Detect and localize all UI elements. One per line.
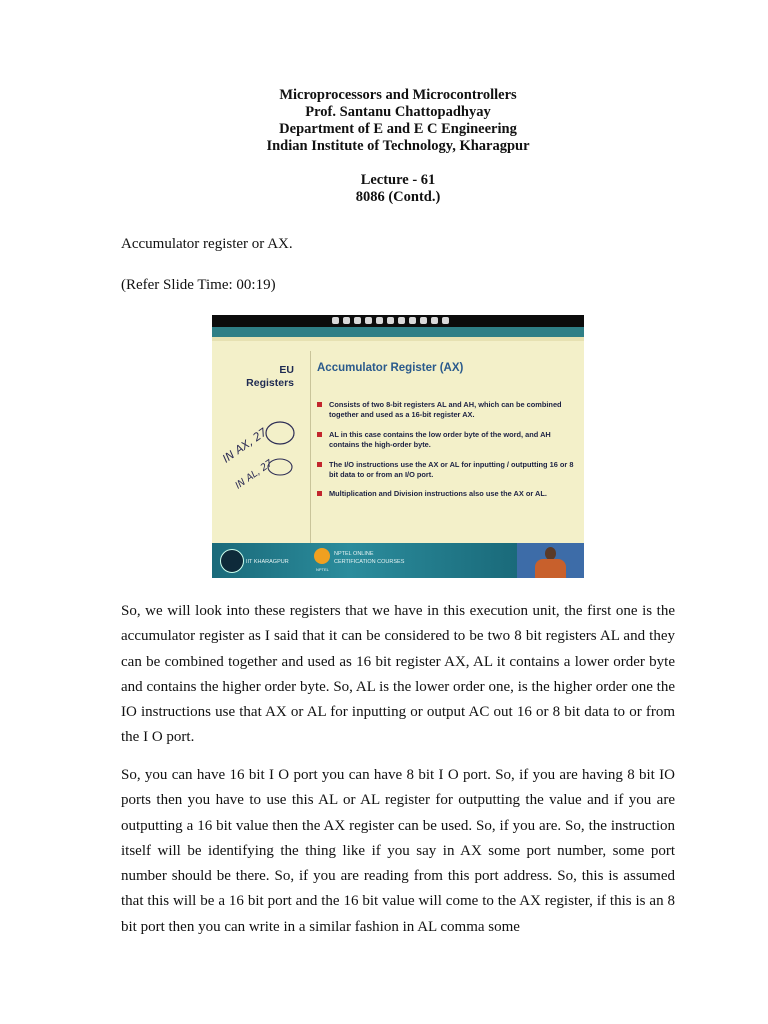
pointer-tool-icon xyxy=(343,317,350,324)
handwritten-circle xyxy=(266,422,294,444)
handwriting-in-al: IN AL, 27 xyxy=(233,457,275,492)
professor-name: Prof. Santanu Chattopadhyay xyxy=(305,104,491,120)
slide-bullet-list xyxy=(315,400,575,509)
slide-top-band xyxy=(212,327,584,337)
iit-kharagpur-logo-icon xyxy=(220,549,244,573)
slide-bullet: Multiplication and Division instructions also use the AX or AL. xyxy=(315,489,575,499)
department-name: Department of E and E C Engineering xyxy=(279,121,517,137)
transcript-paragraph-1: So, we will look into these registers that we have in this execution unit, the first one is the accumulator register as I said that it can be considered to be two 8 bit registers AL and they can be combined together and used as 16 bit register AX, AL it contains a lower order byte and contains the higher order byte. So, AL is the lower order one, is the higher order one the IO instructions use that AX or AL for inputting or output AC out 16 or 8 bit data to or from the I O port. xyxy=(121,603,675,746)
bullet-square-icon xyxy=(317,432,322,437)
lecture-subtitle: 8086 (Contd.) xyxy=(355,189,441,205)
line-tool-icon xyxy=(376,317,383,324)
side-title-registers: Registers xyxy=(246,377,294,389)
footer-institute: IIT KHARAGPUR xyxy=(246,559,289,565)
intro-text: Accumulator register or AX. xyxy=(121,236,293,252)
color-tool-icon xyxy=(409,317,416,324)
transcript-paragraph-2: So, you can have 16 bit I O port you can have 8 bit I O port. So, if you are having 8 bit IO ports then you have to use this AL or AL register for outputting the value and if you are outputting a 16 bit value then the AX register can be used. So, if you are. So, the instruction itself will be identifying the thing like if you say in AX some port number, some port number should be there. So, if you are reading from this port address. So, this is assumed that this will be a 16 bit port and the 16 bit value will come to the AX register, if this is an 8 bit port then you can write in a similar fashion in AL comma some xyxy=(121,767,675,935)
institute-name: Indian Institute of Technology, Kharagpur xyxy=(266,138,530,154)
clear-tool-icon xyxy=(431,317,438,324)
eraser-tool-icon xyxy=(365,317,372,324)
close-tool-icon xyxy=(442,317,449,324)
footer-certification: CERTIFICATION COURSES xyxy=(334,559,405,565)
slide-title: Accumulator Register (AX) xyxy=(317,362,464,374)
speaker-video-thumbnail xyxy=(517,543,584,578)
slide-toolbar xyxy=(212,315,584,327)
pen-tool-icon xyxy=(332,317,339,324)
lecture-heading xyxy=(0,172,768,206)
lecture-slide xyxy=(212,315,584,578)
highlighter-tool-icon xyxy=(354,317,361,324)
nptel-logo-icon xyxy=(314,548,330,564)
slide-time-reference: (Refer Slide Time: 00:19) xyxy=(121,277,276,293)
course-title: Microprocessors and Microcontrollers xyxy=(279,87,517,103)
handwritten-annotation xyxy=(212,385,312,495)
slide-footer xyxy=(212,543,584,578)
speaker-body xyxy=(535,559,566,578)
slide-bullet: The I/O instructions use the AX or AL for inputting / outputting 16 or 8 bit data to or from an I/O port. xyxy=(315,460,575,481)
text-tool-icon xyxy=(398,317,405,324)
annotation-tool-strip xyxy=(332,317,449,325)
bullet-square-icon xyxy=(317,462,322,467)
footer-nptel-online: NPTEL ONLINE xyxy=(334,551,374,557)
slide-bullet: Consists of two 8-bit registers AL and AH, which can be combined together and used as a 16-bit register AX. xyxy=(315,400,575,421)
lecture-number: Lecture - 61 xyxy=(360,172,436,188)
bullet-square-icon xyxy=(317,402,322,407)
handwriting-in-ax: IN AX, 27 xyxy=(220,425,270,466)
undo-tool-icon xyxy=(420,317,427,324)
slide-bullet: AL in this case contains the low order byte of the word, and AH contains the high-order byte. xyxy=(315,430,575,451)
side-title-eu: EU xyxy=(279,364,294,376)
shape-tool-icon xyxy=(387,317,394,324)
document-header xyxy=(0,87,768,155)
bullet-square-icon xyxy=(317,491,322,496)
footer-band xyxy=(212,543,517,578)
slide-band-light xyxy=(212,337,584,341)
footer-nptel-label: NPTEL xyxy=(316,567,329,572)
